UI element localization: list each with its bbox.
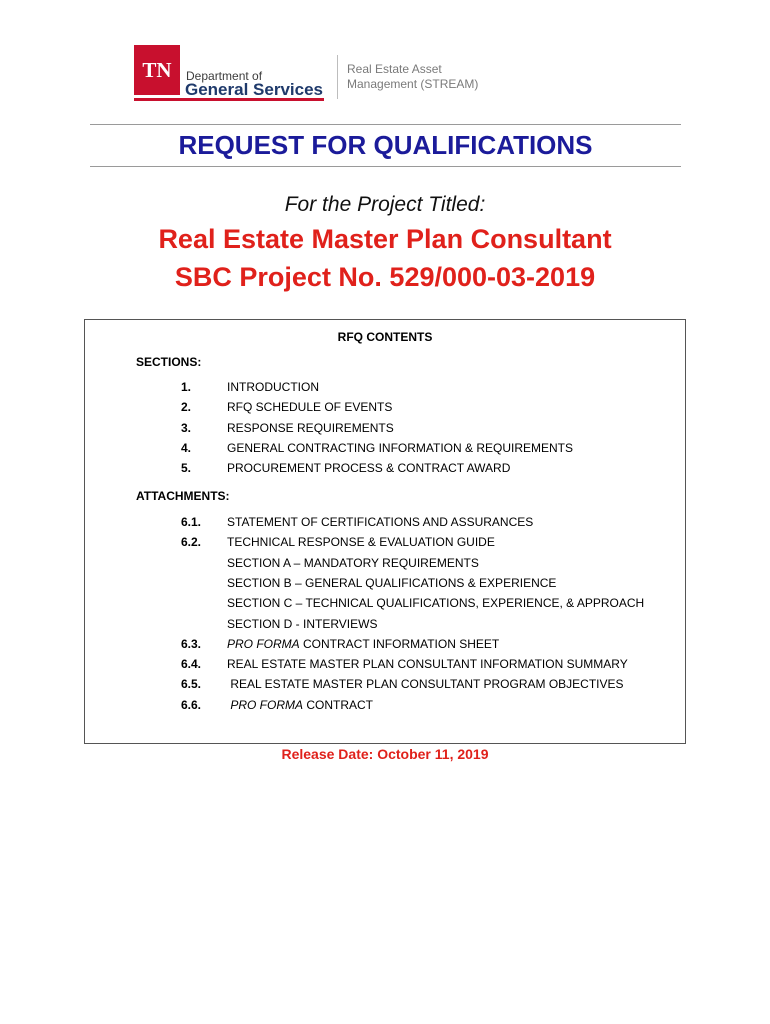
section-item (227, 421, 394, 435)
logo-stream-line2: Management (STREAM) (347, 77, 479, 91)
attachment-item-text: CONTRACT (303, 697, 374, 712)
attachment-item (227, 657, 628, 671)
attachment-item (227, 596, 644, 610)
project-name: Real Estate Master Plan Consultant (158, 224, 612, 254)
section-number: 5. (181, 461, 192, 476)
attachment-item-text: STATEMENT OF CERTIFICATIONS AND ASSURANCES (227, 515, 534, 529)
attachment-item-italic: PRO FORMA (227, 636, 300, 651)
section-item-text: RFQ SCHEDULE OF EVENTS (227, 400, 393, 415)
document-title: REQUEST FOR QUALIFICATIONS (178, 130, 593, 160)
section-item-text: RESPONSE REQUIREMENTS (227, 420, 394, 435)
attachment-item-text: REAL ESTATE MASTER PLAN CONSULTANT INFORMATION SUMMARY (227, 657, 628, 672)
attachment-number: 6.2. (181, 535, 202, 550)
section-item (227, 461, 510, 475)
section-item-text: GENERAL CONTRACTING INFORMATION & REQUIREMENTS (227, 440, 574, 455)
attachment-number: 6.1. (181, 515, 202, 529)
section-number: 3. (181, 420, 192, 435)
attachment-item (227, 556, 479, 570)
logo-dept-line2: General Services (185, 80, 323, 99)
logo-divider (337, 55, 338, 99)
attachment-item-text: SECTION A – MANDATORY REQUIREMENTS (227, 555, 479, 570)
section-item (227, 380, 319, 394)
attachment-item (227, 677, 624, 691)
attachment-item-text: CONTRACT INFORMATION SHEET (299, 636, 500, 651)
title-top-rule (90, 124, 681, 125)
attachment-item (227, 576, 556, 590)
logo-dept-line1: Department of (186, 69, 263, 83)
attachment-item (227, 637, 499, 651)
contents-heading: RFQ CONTENTS (337, 330, 433, 344)
section-number: 1. (181, 380, 192, 394)
project-number: SBC Project No. 529/000-03-2019 (174, 262, 596, 292)
title-bottom-rule (90, 166, 681, 167)
attachment-item (227, 698, 373, 712)
attachment-item (227, 535, 495, 549)
attachment-number: 6.4. (181, 657, 202, 672)
attachment-item-text: REAL ESTATE MASTER PLAN CONSULTANT PROGRAM OBJECTIVES (227, 677, 624, 692)
department-logo (134, 45, 494, 101)
logo-stream-line1: Real Estate Asset (347, 62, 442, 76)
tn-logo-mark: TN (134, 45, 180, 95)
attachment-number: 6.3. (181, 636, 202, 651)
section-item (227, 441, 573, 455)
section-item-text: INTRODUCTION (227, 380, 319, 394)
section-number: 2. (181, 400, 192, 415)
section-item-text: PROCUREMENT PROCESS & CONTRACT AWARD (227, 461, 511, 476)
attachment-item-text: TECHNICAL RESPONSE & EVALUATION GUIDE (227, 535, 495, 550)
contents-box (84, 319, 686, 744)
attachment-item-text: SECTION D - INTERVIEWS (227, 616, 378, 631)
attachment-item-text: SECTION C – TECHNICAL QUALIFICATIONS, EXPERIENCE, & APPROACH (227, 596, 645, 611)
attachment-item-text: SECTION B – GENERAL QUALIFICATIONS & EXPERIENCE (227, 575, 557, 590)
attachment-item (227, 515, 533, 529)
section-item (227, 400, 392, 414)
attachments-label: ATTACHMENTS: (136, 489, 230, 503)
attachment-number: 6.6. (181, 697, 202, 712)
attachment-item (227, 617, 377, 631)
sections-label: SECTIONS: (136, 355, 202, 369)
attachment-item-italic: PRO FORMA (227, 697, 304, 712)
release-date: Release Date: October 11, 2019 (281, 746, 489, 762)
section-number: 4. (181, 440, 192, 455)
project-subtitle: For the Project Titled: (284, 193, 486, 216)
attachment-number: 6.5. (181, 677, 202, 692)
